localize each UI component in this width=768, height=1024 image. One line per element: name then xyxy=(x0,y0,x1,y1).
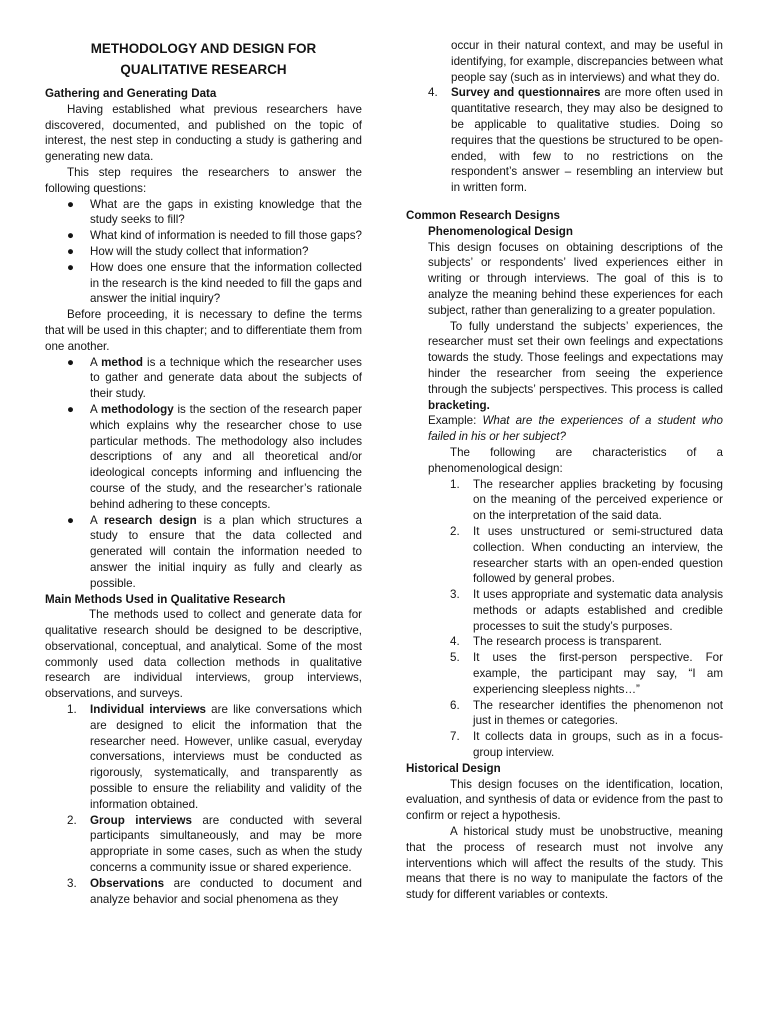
paragraph: This step requires the researchers to answer the following questions: xyxy=(45,165,362,195)
title-line-1: METHODOLOGY AND DESIGN FOR xyxy=(90,41,317,56)
bullet-icon: ● xyxy=(67,513,75,527)
bullet-icon: ● xyxy=(67,260,75,274)
list-item: ● A method is a technique which the researcher uses to gather and generate data about the subjects of their study. xyxy=(67,355,362,401)
title-line-2: QUALITATIVE RESEARCH xyxy=(120,62,287,77)
example-paragraph: Example: What are the experiences of a student who failed in his or her subject? xyxy=(428,414,723,444)
paragraph: To fully understand the subjects’ experiences, the researcher must set their own feelings and expectations towards the study. Those feelings and expectations may hinder the researcher from seeing the experience through the subjects’ perspectives. This process is called bracketing. xyxy=(428,319,723,412)
list-number: 5. xyxy=(450,651,460,665)
list-number: 3. xyxy=(450,588,460,602)
paragraph: Before proceeding, it is necessary to define the terms that will be used in this chapter; and to differentiate them from one another. xyxy=(45,308,362,353)
bullet-icon: ● xyxy=(67,244,75,258)
paragraph: This design focuses on the identification, location, evaluation, and synthesis of data or evidence from the past to confirm or reject a hypothesis. xyxy=(406,777,723,823)
methods-list-continued xyxy=(406,38,723,196)
bullet-icon: ● xyxy=(67,197,75,211)
list-item: 5. It uses the first-person perspective. For example, the participant may say, “I am experiencing sleepless nights…” xyxy=(450,651,723,696)
list-number: 1. xyxy=(67,703,77,717)
characteristics-list xyxy=(406,477,723,761)
list-item: 6. The researcher identifies the phenomenon not just in themes or categories. xyxy=(450,698,723,728)
list-item: 4. Survey and questionnaires are more often used in quantitative research, they may also be designed to be applicable to qualitative studies. Doing so requires that the questions be structured to be open-ended, with few to no restrictions on the respondent’s answer – resembling an interview but in written form. xyxy=(428,86,723,195)
paragraph: A historical study must be unobstructive, meaning that the process of research must not involve any interventions which will affect the results of the study. This means that there is no way to manipulate the factors of the study for different variables or contexts. xyxy=(406,825,723,902)
list-item: ● How does one ensure that the information collected in the research is the kind needed to fill the gaps and answer the initial inquiry? xyxy=(67,260,362,306)
terms-list xyxy=(45,355,362,592)
list-item: ● What kind of information is needed to fill those gaps? xyxy=(67,229,362,243)
list-number: 2. xyxy=(450,524,460,538)
phenomenological-block xyxy=(406,224,723,761)
section-heading-gathering: Gathering and Generating Data xyxy=(45,87,217,100)
paragraph: This design focuses on obtaining descriptions of the subjects’ or respondents’ lived experiences either in writing or through interviews. The goal of this is to analyze the meaning behind these experiences for each subject, rather than generalizing to a greater population. xyxy=(428,240,723,317)
list-item: 7. It collects data in groups, such as in a focus-group interview. xyxy=(450,730,723,760)
list-number: 1. xyxy=(450,477,460,491)
list-number: 3. xyxy=(67,876,77,890)
list-item: 3. Observations are conducted to document and analyze behavior and social phenomena as they xyxy=(67,876,362,906)
list-item: 2. Group interviews are conducted with several participants simultaneously, and may be more appropriate in some cases, such as when the study concerns a community issue or shared experience. xyxy=(67,813,362,875)
list-item: 3. It uses appropriate and systematic data analysis methods or adapts established and credible processes to suit the study’s purposes. xyxy=(450,588,723,633)
list-number: 6. xyxy=(450,698,460,712)
list-number: 2. xyxy=(67,813,77,827)
list-item: 1. The researcher applies bracketing by focusing on the meaning of the perceived experience or on the interpretation of the said data. xyxy=(450,477,723,523)
paragraph: The methods used to collect and generate data for qualitative research should be designed to be descriptive, observational, conceptual, and analytical. Some of the most commonly used data collection methods in qualitative research are individual interviews, group interviews, observations, and surveys. xyxy=(45,608,362,701)
list-number: 4. xyxy=(450,635,460,649)
list-number: 7. xyxy=(450,730,460,744)
section-heading-designs: Common Research Designs xyxy=(406,208,560,222)
list-item-continued: occur in their natural context, and may be useful in identifying, for example, discrepancies between what people say (such as in interviews) and what they do. xyxy=(451,39,723,84)
section-heading-methods: Main Methods Used in Qualitative Research xyxy=(45,592,286,606)
list-item: ● A research design is a plan which structures a study to ensure that the data collected and generated will contain the information needed to answer the initial inquiry as fully and clearly as possible. xyxy=(67,513,362,590)
bullet-icon: ● xyxy=(67,402,75,416)
list-item: ● How will the study collect that information? xyxy=(67,244,309,258)
bullet-icon: ● xyxy=(67,229,75,243)
list-item: ● What are the gaps in existing knowledge that the study seeks to fill? xyxy=(67,197,362,227)
methods-list xyxy=(45,702,362,907)
paragraph: Having established what previous researchers have discovered, documented, and published on the topic of interest, the nest step in conducting a study is gathering and generating new data. xyxy=(45,102,362,164)
section-heading-historical: Historical Design xyxy=(406,761,501,775)
list-item: 4. The research process is transparent. xyxy=(450,635,662,649)
left-column xyxy=(45,0,362,907)
list-item: ● A methodology is the section of the research paper which explains why the researcher chose to use particular methods. The methodology also includes descriptions of any and all theoretical and/or ideological concepts informing and influencing the course of the study, and the researcher’s rationale behind adhering to these concepts. xyxy=(67,402,362,511)
paragraph: The following are characteristics of a phenomenological design: xyxy=(428,445,723,475)
list-item: 1. Individual interviews are like conversations which are designed to elicit the information that the researcher need. However, unlike casual, everyday conversations, interviews must be conducted as rigorously, systematically, and transparently as possible to ensure the reliability and validity of the information obtained. xyxy=(67,703,362,811)
bullet-icon: ● xyxy=(67,355,75,369)
document-title xyxy=(45,38,362,80)
subsection-heading-phenomenological: Phenomenological Design xyxy=(428,224,573,238)
right-column xyxy=(406,38,723,903)
list-item: 2. It uses unstructured or semi-structured data collection. When conducting an interview, the researcher starts with an open-ended question followed by general probes. xyxy=(450,524,723,586)
list-number: 4. xyxy=(428,86,438,100)
questions-list xyxy=(45,197,362,308)
